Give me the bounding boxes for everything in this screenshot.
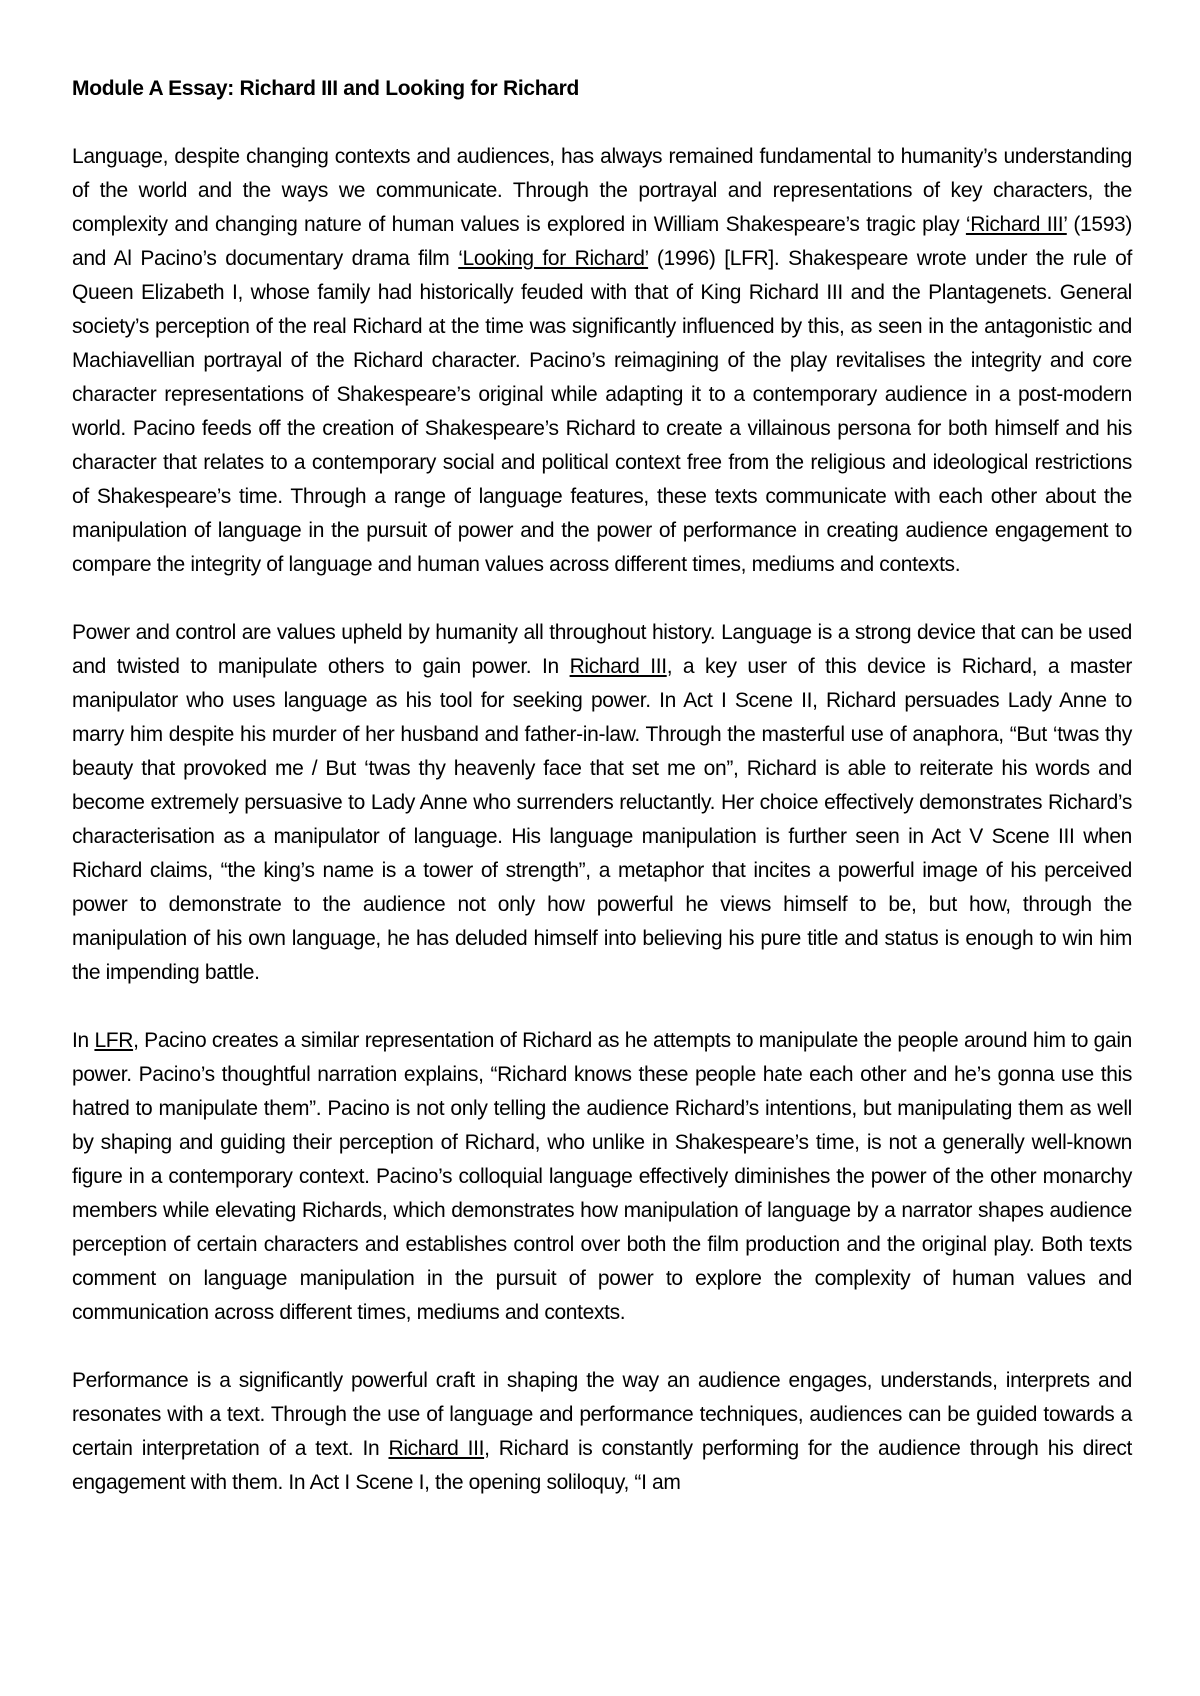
- document-page: [72, 72, 1132, 1534]
- paragraph-text: In: [72, 1029, 95, 1052]
- essay-title: Module A Essay: Richard III and Looking for Richard: [72, 77, 580, 100]
- paragraph-power-lfr: [72, 1024, 1132, 1330]
- paragraph-introduction: [72, 140, 1132, 582]
- play-title-underlined: Richard III: [569, 655, 667, 678]
- paragraph-text: Power and control are values upheld by humanity all throughout history. Language is a strong device that can be used and twisted to manipulate others to gain power. In: [72, 621, 1132, 678]
- paragraph-text: Language, despite changing contexts and audiences, has always remained fundamental to humanity’s understanding of the world and the ways we communicate. Through the portrayal and representations of key characters, the complexity and changing nature of human values is explored in William Shakespeare’s tragic play: [72, 145, 1132, 236]
- paragraph-text: Performance is a significantly powerful craft in shaping the way an audience engages, understands, interprets and resonates with a text. Through the use of language and performance techniques, audiences can be guided towards a certain interpretation of a text. In: [72, 1369, 1132, 1460]
- paragraph-text: (1996) [LFR]. Shakespeare wrote under the rule of Queen Elizabeth I, whose family had historically feuded with that of King Richard III and the Plantagenets. General society’s perception of the real Richard at the time was significantly influenced by this, as seen in the antagonistic and Machiavellian portrayal of the Richard character. Pacino’s reimagining of the play revitalises the integrity and core character representations of Shakespeare’s original while adapting it to a contemporary audience in a post-modern world. Pacino feeds off the creation of Shakespeare’s Richard to create a villainous persona for both himself and his character that relates to a contemporary social and political context free from the religious and ideological restrictions of Shakespeare’s time. Through a range of language features, these texts communicate with each other about the manipulation of language in the pursuit of power and the power of performance in creating audience engagement to compare the integrity of language and human values across different times, mediums and contexts.: [72, 247, 1133, 576]
- paragraph-power-richard-iii: [72, 616, 1132, 990]
- paragraph-text: (1593) and Al Pacino’s documentary drama film: [72, 213, 1133, 270]
- play-title-underlined: Richard III: [388, 1437, 485, 1460]
- film-title-underlined: ‘Looking for Richard’: [458, 247, 649, 270]
- paragraph-text: , a key user of this device is Richard, a master manipulator who uses language as his tool for seeking power. In Act I Scene II, Richard persuades Lady Anne to marry him despite his murder of her husband and father-in-law. Through the masterful use of anaphora, “But ‘twas thy beauty that provoked me / But ‘twas thy heavenly face that set me on”, Richard is able to reiterate his words and become extremely persuasive to Lady Anne who surrenders reluctantly. Her choice effectively demonstrates Richard’s characterisation as a manipulator of language. His language manipulation is further seen in Act V Scene III when Richard claims, “the king’s name is a tower of strength”, a metaphor that incites a powerful image of his perceived power to demonstrate to the audience not only how powerful he views himself to be, but how, through the manipulation of his own language, he has deluded himself into believing his pure title and status is enough to win him the impending battle.: [72, 655, 1132, 984]
- paragraph-text: , Richard is constantly performing for the audience through his direct engagement with them. In Act I Scene I, the opening soliloquy, “I am: [72, 1437, 1132, 1494]
- film-title-underlined: LFR: [94, 1029, 134, 1052]
- play-title-underlined: ‘Richard III’: [965, 213, 1067, 236]
- paragraph-performance: [72, 1364, 1132, 1500]
- paragraph-text: , Pacino creates a similar representation of Richard as he attempts to manipulate the people around him to gain power. Pacino’s thoughtful narration explains, “Richard knows these people hate each other and he’s gonna use this hatred to manipulate them”. Pacino is not only telling the audience Richard’s intentions, but manipulating them as well by shaping and guiding their perception of Richard, who unlike in Shakespeare’s time, is not a generally well-known figure in a contemporary context. Pacino’s colloquial language effectively diminishes the power of the other monarchy members while elevating Richards, which demonstrates how manipulation of language by a narrator shapes audience perception of certain characters and establishes control over both the film production and the original play. Both texts comment on language manipulation in the pursuit of power to explore the complexity of human values and communication across different times, mediums and contexts.: [72, 1029, 1132, 1324]
